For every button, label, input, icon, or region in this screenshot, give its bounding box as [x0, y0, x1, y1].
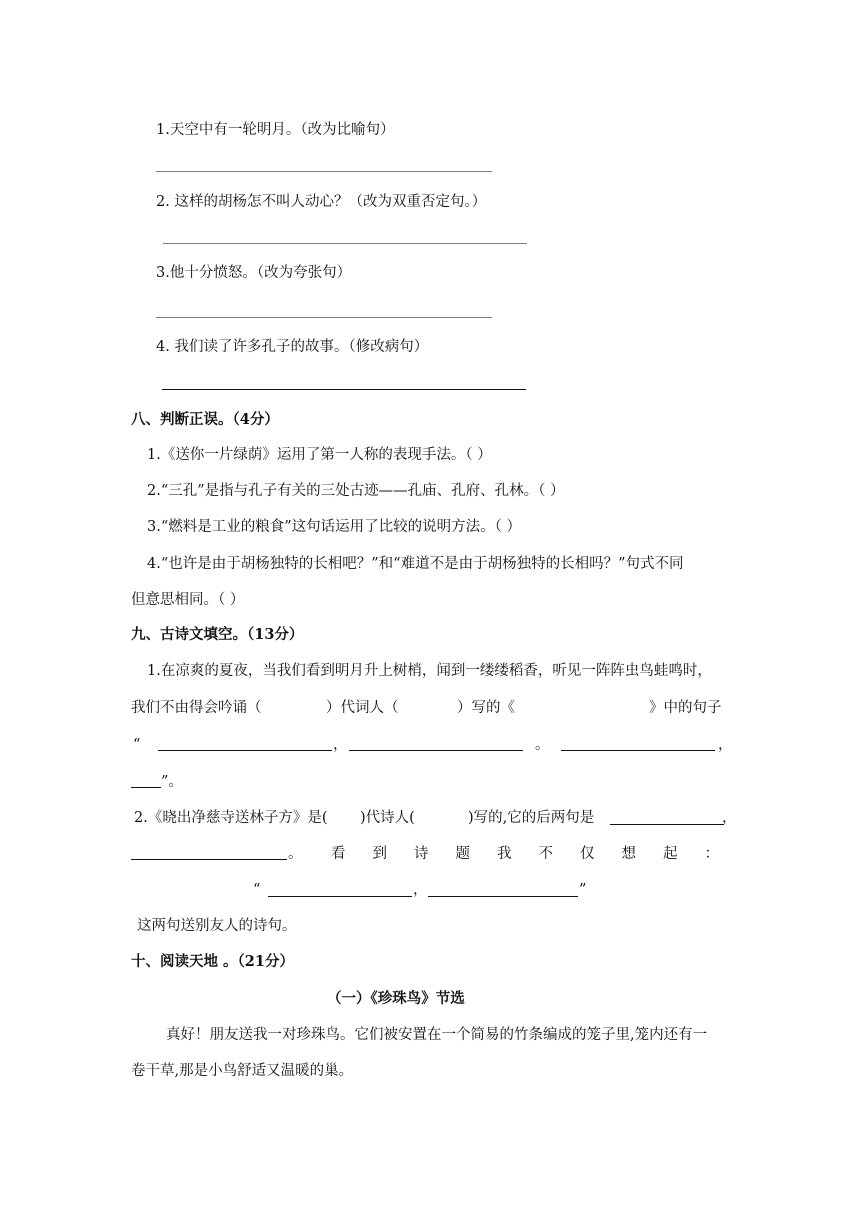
q8-item-2: 2.“三孔”是指与孔子有关的三处古迹——孔庙、孔府、孔林。（ ）: [147, 483, 565, 499]
fill-blank: [349, 750, 523, 751]
q9-2-dynasty-prompt: 2.《晓出净慈寺送林子方》是(: [134, 810, 328, 826]
fill-blank: [131, 859, 287, 860]
section-10-heading: 十、阅读天地 。（21分）: [131, 953, 294, 970]
q8-item-4-line-1: 4.“也许是由于胡杨独特的长相吧？”和“难道不是由于胡杨独特的长相吗？”句式不同: [147, 556, 684, 572]
q9-1-line-1: 1.在凉爽的夏夜，当我们看到明月升上树梢，闻到一缕缕稻香，听见一阵阵虫鸟蛙鸣时，: [147, 663, 712, 679]
q7-1-text: 1.天空中有一轮明月。（改为比喻句）: [156, 122, 395, 138]
spaced-char: 诗: [414, 846, 429, 862]
fill-blank: [610, 824, 724, 825]
spaced-char: 仅: [580, 846, 595, 862]
spaced-char: 看: [331, 846, 346, 862]
comma: ，: [718, 737, 733, 753]
q8-item-4-line-2: 但意思相同。（ ）: [131, 592, 245, 608]
reading-paragraph-line-1: 真好！朋友送我一对珍珠鸟。它们被安置在一个简易的竹条编成的笼子里,笼内还有一: [166, 1027, 708, 1043]
q8-item-1: 1.《送你一片绿荫》运用了第一人称的表现手法。（ ）: [147, 447, 492, 463]
q9-1-dynasty-prompt: 我们不由得会吟诵（: [131, 700, 262, 716]
q7-4-text: 4. 我们读了许多孔子的故事。（修改病句）: [156, 339, 429, 355]
q9-1-poet-prompt: ）代词人（: [326, 700, 399, 716]
spaced-char: 我: [497, 846, 512, 862]
spaced-char: ：: [704, 846, 719, 862]
spaced-char: 题: [455, 846, 470, 862]
q9-1-title-prompt: ）写的《: [457, 700, 515, 716]
q7-3-text: 3.他十分愤怒。（改为夸张句）: [156, 265, 352, 281]
answer-line: [163, 243, 527, 244]
fill-blank: [268, 896, 412, 897]
comma: ，: [413, 882, 428, 898]
spaced-char: 起: [663, 846, 678, 862]
open-quote: “: [253, 882, 261, 898]
fill-blank: [158, 750, 332, 751]
section-8-heading: 八、判断正误。（4分）: [131, 411, 279, 428]
spaced-sentence: [331, 844, 719, 864]
section-9-heading: 九、古诗文填空。（13分）: [131, 626, 304, 643]
close-quote: ”。: [161, 774, 183, 790]
fill-blank: [561, 750, 715, 751]
q8-item-3: 3.“燃料是工业的粮食”这句话运用了比较的说明方法。（ ）: [147, 519, 522, 535]
reading-paragraph-line-2: 卷干草,那是小鸟舒适又温暖的巢。: [131, 1063, 354, 1079]
period: 。: [288, 846, 303, 862]
q7-2-text: 2. 这样的胡杨怎不叫人动心？（改为双重否定句。）: [156, 194, 487, 210]
q9-1-title-suffix: 》中的句子: [649, 700, 722, 716]
q9-2-poet-prompt: )代诗人(: [360, 810, 415, 826]
comma: ，: [722, 810, 737, 826]
spaced-char: 不: [538, 846, 553, 862]
q9-2-closing-text: 这两句送别友人的诗句。: [137, 918, 297, 934]
spaced-char: 到: [372, 846, 387, 862]
close-quote: ”: [579, 882, 587, 898]
reading-subtitle: （一）《珍珠鸟》节选: [327, 990, 465, 1007]
answer-line: [162, 389, 526, 390]
open-quote: “: [133, 737, 141, 753]
fill-blank: [131, 787, 161, 788]
comma: ，: [333, 737, 348, 753]
answer-line: [156, 317, 492, 318]
answer-line: [156, 171, 492, 172]
fill-blank: [428, 896, 578, 897]
period: 。: [535, 737, 550, 753]
q9-2-lines-prompt: )写的,它的后两句是: [468, 810, 595, 826]
spaced-char: 想: [621, 846, 636, 862]
